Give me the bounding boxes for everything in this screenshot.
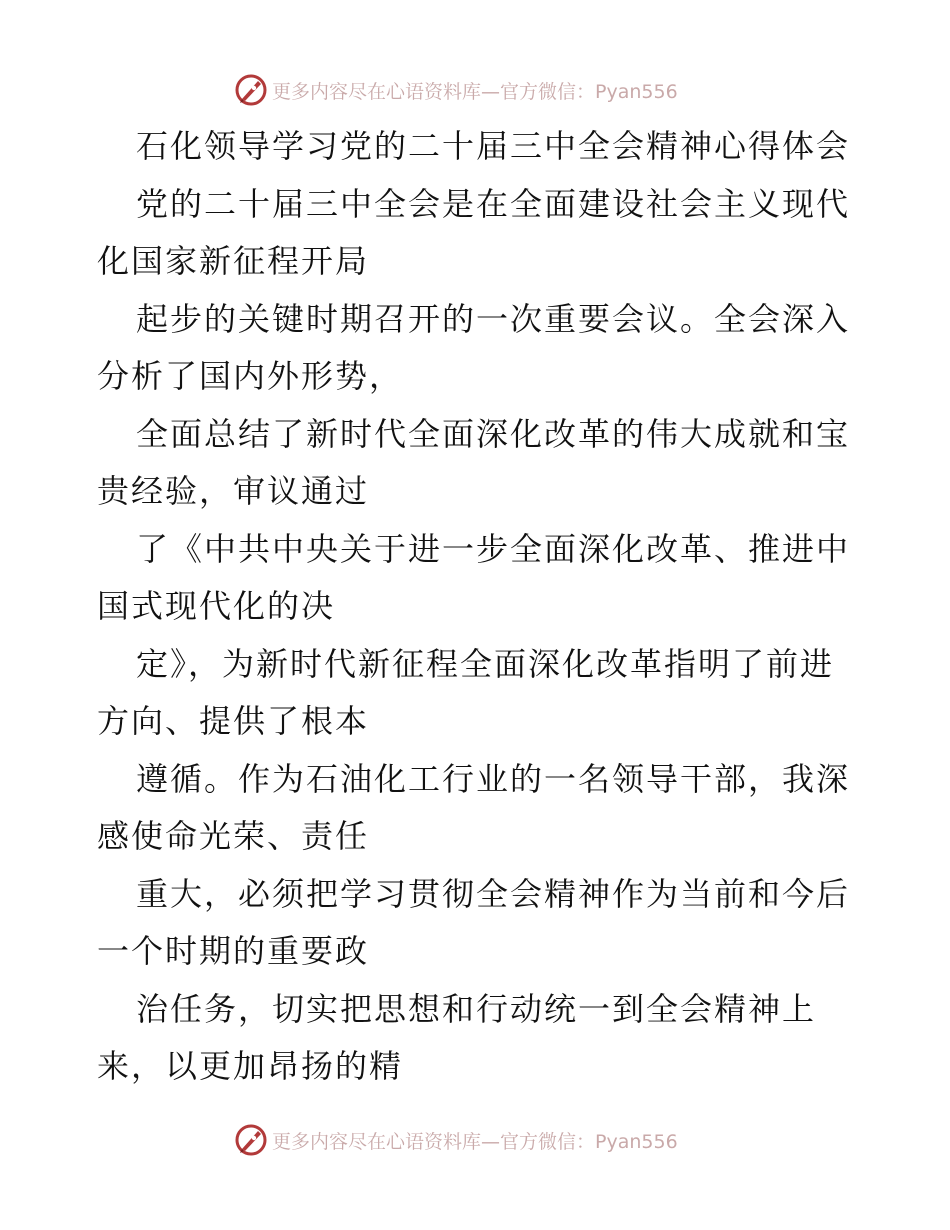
text-line: 了《中共中央关于进一步全面深化改革、推进中: [136, 529, 851, 568]
text-line: 全面总结了新时代全面深化改革的伟大成就和宝: [136, 414, 851, 453]
text-line: 国式现代化的决: [97, 587, 336, 625]
footer-banner: [234, 1122, 678, 1158]
text-line: 重大，必须把学习贯彻全会精神作为当前和今后: [136, 874, 851, 913]
document-body: [97, 118, 857, 1096]
text-line: 感使命光荣、责任: [97, 817, 370, 855]
text-line: 起步的关键时期召开的一次重要会议。全会深入: [136, 299, 851, 338]
header-banner-text: 更多内容尽在心语资料库—官方微信：Pyan556: [272, 80, 678, 103]
text-line: 定》，为新时代新征程全面深化改革指明了前进: [136, 644, 835, 683]
text-line: 方向、提供了根本: [97, 702, 370, 740]
pen-logo-icon: [234, 1123, 268, 1157]
text-line: 遵循。作为石油化工行业的一名领导干部，我深: [136, 759, 851, 798]
text-line: 贵经验，审议通过: [97, 472, 370, 510]
header-banner: [234, 72, 678, 108]
text-line: 来，以更加昂扬的精: [97, 1047, 404, 1085]
text-line: 分析了国内外形势，: [97, 357, 404, 395]
footer-banner-text: 更多内容尽在心语资料库—官方微信：Pyan556: [272, 1130, 678, 1153]
text-line: 一个时期的重要政: [97, 932, 370, 970]
document-title: 石化领导学习党的二十届三中全会精神心得体会: [136, 127, 851, 165]
text-line: 化国家新征程开局: [97, 242, 370, 280]
text-line: 党的二十届三中全会是在全面建设社会主义现代: [136, 184, 851, 223]
pen-logo-icon: [234, 73, 268, 107]
text-line: 治任务，切实把思想和行动统一到全会精神上: [136, 989, 817, 1028]
